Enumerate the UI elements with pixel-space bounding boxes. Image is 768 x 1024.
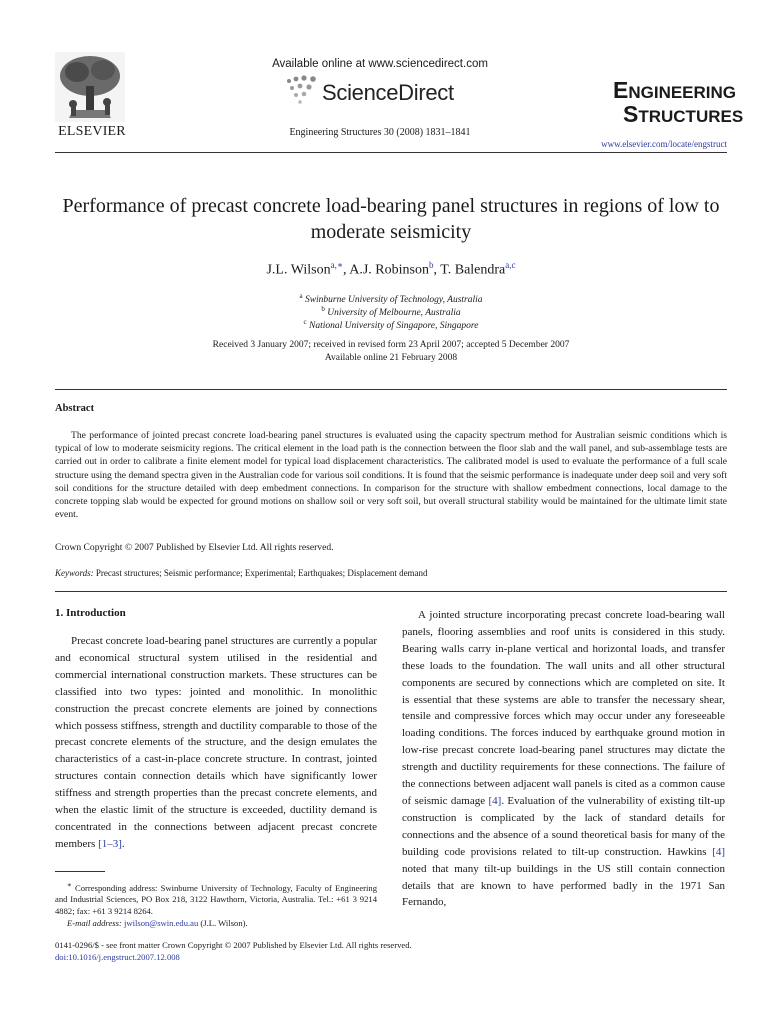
abstract-top-divider [55, 389, 727, 390]
paragraph-text: . Evaluation of the vulnerability of existing tilt-up construction is complicated by the lack of standard details for connections and the absence of a sound theoretical basis for many of the building code provisions related to tilt-up construction. Hawkins [402, 794, 725, 858]
email-label: E-mail address: [67, 917, 122, 928]
introduction-paragraph-2 [402, 607, 725, 911]
journal-url-link[interactable]: www.elsevier.com/locate/engstruct [601, 139, 727, 149]
affiliation [55, 318, 727, 331]
reference-link[interactable]: [4] [712, 845, 726, 858]
paragraph-text: A jointed structure incorporating precast concrete load-bearing wall panels, flooring assemblies and roof units is considered in this study. Bearing walls carry in-plane vertical and horizontal loads, and transfer these loads to the foundation. The wall units and all other structural components are secured by connections which are completed on site. It is essential that these systems are able to transfer the necessary shear, tensile and compressive forces which may occur under any foreseeable loading conditions. The forces induced by earthquake ground motion in low-rise precast concrete load-bearing panel structures may dictate the strength and ductility requirements for these connections. The failure of the connections between adjacent wall panels is cited as a common cause of seismic damage [402, 609, 725, 807]
keywords [55, 568, 727, 578]
available-online-note[interactable]: Available online at www.sciencedirect.com [272, 58, 488, 70]
abstract-heading: Abstract [55, 403, 95, 414]
footnote-marker: ∗ [67, 881, 72, 889]
affiliation-marker: a [299, 292, 303, 300]
journal-initial-s: S [623, 101, 639, 127]
reference-link[interactable]: [4] [488, 794, 502, 807]
journal-citation: Engineering Structures 30 (2008) 1831–1841 [289, 127, 471, 138]
affiliation-marker: c [303, 318, 307, 326]
author-affiliation-marker[interactable]: b [428, 260, 434, 270]
reference-link[interactable]: [1–3] [98, 837, 122, 850]
corresponding-author-footnote [55, 880, 377, 929]
header-divider [55, 152, 727, 153]
available-online-date: Available online 21 February 2008 [324, 353, 458, 363]
author-name: A.J. Robinson [349, 262, 429, 278]
email-link[interactable]: jwilson@swin.edu.au [123, 917, 199, 928]
author-name: J.L. Wilson [266, 262, 331, 278]
affiliation [55, 305, 727, 318]
affiliation-text: University of Melbourne, Australia [327, 308, 461, 319]
author-list: J.L. Wilson$^{a,∗}$, A.J. Robinson$^b$, T. Balendra$^{a,c}$ [266, 260, 516, 278]
section-heading-introduction: 1. Introduction [55, 607, 126, 619]
author-affiliation-marker[interactable]: a,c [505, 260, 516, 270]
affiliation-marker: b [321, 305, 325, 313]
keywords-label: Keywords: [55, 568, 94, 578]
front-matter-copyright: 0141-0296/$ - see front matter Crown Copyright © 2007 Published by Elsevier Ltd. All rights reserved. [55, 940, 412, 950]
journal-word-engineering: NGINEERING [628, 83, 737, 102]
article-title: Performance of precast concrete load-bearing panel structures in regions of low to moderate seismicity [62, 195, 720, 243]
footnote-address: Corresponding address: Swinburne University of Technology, Faculty of Engineering and Industrial Sciences, PO Box 218, 3122 Hawthorn, Victoria, Australia. Tel.: +61 3 9214 4882; fax: +61 3 9214 8264. [55, 882, 377, 917]
journal-initial-e: E [613, 77, 629, 103]
article-history [55, 339, 727, 365]
affiliation-text: National University of Singapore, Singapore [308, 321, 479, 332]
sciencedirect-wordmark: ScienceDirect [322, 80, 454, 105]
author-affiliation-marker[interactable]: a,∗ [330, 260, 343, 270]
received-dates: Received 3 January 2007; received in revised form 23 April 2007; accepted 5 December 2007 [212, 340, 570, 350]
keywords-list: Precast structures; Seismic performance; Experimental; Earthquakes; Displacement demand [95, 568, 428, 578]
email-owner: (J.L. Wilson). [200, 917, 248, 928]
journal-title [613, 77, 744, 128]
footnote-divider [55, 871, 105, 872]
affiliation [55, 292, 727, 305]
introduction-paragraph-1: Precast concrete load-bearing panel structures are currently a popular and economical structural system utilised in the residential and commercial international construction markets. These structures can be classified into two types: jointed and monolithic. In monolithic construction the precast concrete elements are joined by connections which possess stiffness, strength and ductility comparable to those of the precast concrete elements of the structure, and the design emulates the characteristics of a cast-in-place concrete structure. In contrast, jointed structures contain connection details which have significantly lower stiffness and strength properties than the precast concrete elements, and when the elastic limit of the structure is exceeded, ductility demand is concentrated in the connections between adjacent precast concrete members [1–3]. [55, 635, 377, 850]
author-name: T. Balendra [440, 262, 506, 278]
paragraph-text: Precast concrete load-bearing panel structures are currently a popular and economical structural system utilised in the residential and commercial international construction markets. These structures can be classified into two types: jointed and monolithic. In monolithic construction the precast concrete elements are joined by connections which possess stiffness, strength and ductility comparable to those of the precast concrete elements of the structure, and the design emulates the characteristics of a cast-in-place concrete structure. In contrast, jointed structures contain connection details which have significantly lower stiffness and strength properties than the precast concrete elements, and when the elastic limit of the structure is exceeded, ductility demand is concentrated in the connections between adjacent precast concrete members [55, 635, 377, 850]
doi-link[interactable]: doi:10.1016/j.engstruct.2007.12.008 [55, 952, 180, 962]
paragraph-text: noted that many tilt-up buildings in the US still contain connection details that are known to have performed badly in the 1971 San Fernando, [402, 862, 725, 909]
affiliation-text: Swinburne University of Technology, Australia [304, 295, 483, 306]
abstract-bottom-divider [55, 591, 727, 592]
elsevier-tree-logo [55, 52, 125, 130]
abstract-body: The performance of jointed precast concrete load-bearing panel structures is evaluated using the capacity spectrum method for Australian seismic conditions which is typical of low to moderate seismicity regions. The critical element in the load path is the connection between the floor slab and the wall panel, and sub-assemblage tests are carried out in order to calibrate a finite element model for typical load displacement characteristics. The calibrated model is used to evaluate the performance of a full scale structure using the demand spectra given in the Australian code for various soil conditions. It is found that the seismic performance is inadequate under deep soil and very soft soil conditions for the structure detailed with deep embedment connections. In comparison for the structure with shallow embedment connections, local damage to the concrete topping slab would be expected for ground motions on shallow soil or very soft soil, but overall structural stability would be maintained for the ultimate limit state event. [55, 430, 727, 521]
sciencedirect-dots-icon [283, 73, 323, 107]
journal-word-structures: TRUCTURES [638, 107, 744, 126]
abstract-copyright: Crown Copyright © 2007 Published by Elsevier Ltd. All rights reserved. [55, 542, 334, 553]
publisher-name: ELSEVIER [58, 124, 126, 139]
